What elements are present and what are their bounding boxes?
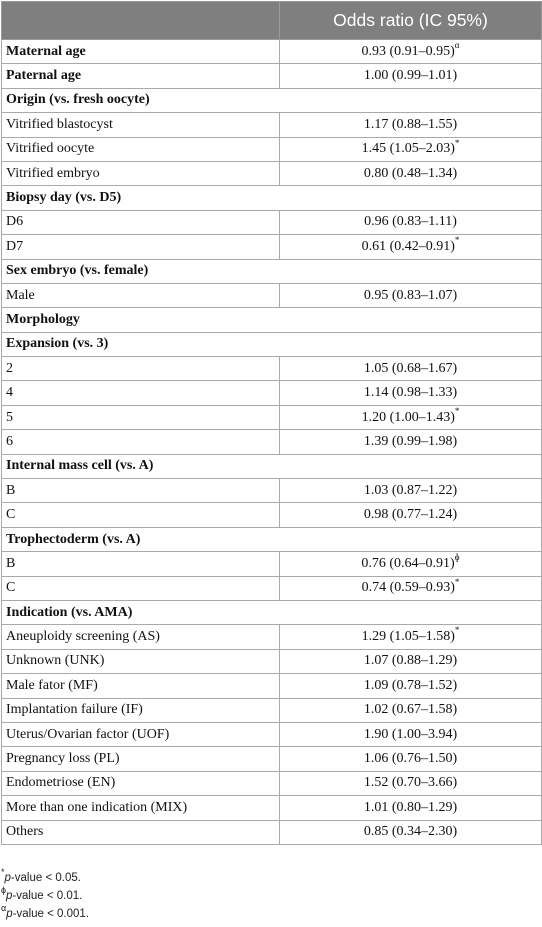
table-row (2, 113, 542, 137)
odds-ratio-value: 1.17 (0.88–1.55) (363, 116, 458, 132)
significance-mark: * (454, 137, 460, 148)
footnote-symbol: * (1, 867, 5, 878)
odds-ratio-cell (280, 722, 542, 746)
row-label: Origin (vs. fresh oocyte) (2, 88, 542, 112)
odds-ratio-value: 1.03 (0.87–1.22) (363, 482, 458, 498)
footnote-symbol: ɸ (1, 885, 6, 896)
row-label: Maternal age (2, 40, 280, 64)
odds-ratio-cell (280, 503, 542, 527)
odds-ratio-cell (280, 113, 542, 137)
odds-ratio-value: 0.95 (0.83–1.07) (363, 287, 458, 303)
table-row (2, 796, 542, 820)
odds-ratio-value: 0.98 (0.77–1.24) (363, 507, 458, 523)
table-section-row (2, 88, 542, 112)
table-row (2, 649, 542, 673)
table-row (2, 40, 542, 64)
table-row (2, 283, 542, 307)
odds-ratio-value: 0.93 (0.91–0.95) (361, 43, 455, 59)
odds-ratio-cell (280, 357, 542, 381)
footnote-text: -value < 0.001. (12, 908, 90, 920)
row-label: Trophectoderm (vs. A) (2, 527, 542, 551)
row-label: 4 (2, 381, 280, 405)
odds-ratio-value: 0.85 (0.34–2.30) (363, 824, 458, 840)
odds-ratio-cell (280, 796, 542, 820)
footnote-p: p (4, 872, 11, 884)
footnote-p: p (5, 890, 13, 902)
variable-column-header (2, 2, 280, 40)
row-label: Internal mass cell (vs. A) (2, 454, 542, 478)
row-label: D7 (2, 235, 280, 259)
table-row (2, 698, 542, 722)
footnote (1, 869, 541, 887)
row-label: C (2, 503, 280, 527)
odds-ratio-cell (280, 820, 542, 844)
odds-ratio-cell (280, 235, 542, 259)
odds-ratio-table-container (1, 1, 541, 845)
odds-ratio-value: 1.06 (0.76–1.50) (363, 751, 458, 767)
odds-ratio-value: 1.39 (0.99–1.98) (363, 433, 458, 449)
odds-ratio-cell (280, 479, 542, 503)
row-label: C (2, 576, 280, 600)
table-section-row (2, 600, 542, 624)
odds-ratio-cell (280, 552, 542, 576)
odds-ratio-value: 1.05 (0.68–1.67) (363, 360, 458, 376)
row-label: Unknown (UNK) (2, 649, 280, 673)
row-label: Biopsy day (vs. D5) (2, 186, 542, 210)
row-label: Male (2, 283, 280, 307)
odds-ratio-value: 0.80 (0.48–1.34) (363, 165, 458, 181)
odds-ratio-value: 1.90 (1.00–3.94) (363, 726, 458, 742)
row-label: Male fator (MF) (2, 674, 280, 698)
row-label: Vitrified blastocyst (2, 113, 280, 137)
odds-ratio-cell (280, 576, 542, 600)
table-body (2, 40, 542, 845)
table-row (2, 722, 542, 746)
row-label: Vitrified embryo (2, 161, 280, 185)
odds-ratio-cell (280, 137, 542, 161)
odds-ratio-value: 0.96 (0.83–1.11) (364, 214, 457, 230)
table-row (2, 405, 542, 429)
odds-ratio-cell (280, 40, 542, 64)
row-label: Others (2, 820, 280, 844)
row-label: Aneuploidy screening (AS) (2, 625, 280, 649)
odds-ratio-cell (280, 674, 542, 698)
row-label: Pregnancy loss (PL) (2, 747, 280, 771)
table-section-row (2, 186, 542, 210)
footnote-p: p (6, 908, 13, 920)
footnote (1, 887, 541, 905)
table-row (2, 210, 542, 234)
odds-ratio-cell (280, 381, 542, 405)
odds-ratio-value: 1.14 (0.98–1.33) (363, 385, 458, 401)
odds-ratio-value: 1.45 (1.05–2.03) (361, 141, 455, 157)
odds-ratio-column-header: Odds ratio (IC 95%) (280, 2, 542, 40)
row-label: 5 (2, 405, 280, 429)
table-row (2, 381, 542, 405)
row-label: B (2, 552, 280, 576)
odds-ratio-value: 0.61 (0.42–0.91) (361, 238, 455, 254)
row-label: 6 (2, 430, 280, 454)
odds-ratio-cell (280, 625, 542, 649)
table-row (2, 771, 542, 795)
table-section-row (2, 527, 542, 551)
odds-ratio-value: 1.29 (1.05–1.58) (361, 629, 455, 645)
table-header-row (2, 2, 542, 40)
footnote-text: -value < 0.01. (12, 890, 83, 902)
odds-ratio-value: 1.52 (0.70–3.66) (363, 775, 458, 791)
footnote-text: -value < 0.05. (10, 872, 81, 884)
table-row (2, 625, 542, 649)
footnotes (1, 869, 541, 923)
odds-ratio-cell (280, 747, 542, 771)
table-row (2, 503, 542, 527)
significance-mark: α (454, 40, 460, 51)
row-label: Expansion (vs. 3) (2, 332, 542, 356)
footnote (1, 905, 541, 923)
table-section-row (2, 454, 542, 478)
odds-ratio-cell (280, 64, 542, 88)
table-row (2, 576, 542, 600)
row-label: More than one indication (MIX) (2, 796, 280, 820)
odds-ratio-value: 1.07 (0.88–1.29) (363, 653, 458, 669)
row-label: Paternal age (2, 64, 280, 88)
odds-ratio-value: 0.74 (0.59–0.93) (361, 580, 455, 596)
table-section-row (2, 308, 542, 332)
table-row (2, 820, 542, 844)
significance-mark: ɸ (454, 552, 460, 563)
table-row (2, 430, 542, 454)
row-label: Vitrified oocyte (2, 137, 280, 161)
table-row (2, 357, 542, 381)
table-section-row (2, 332, 542, 356)
row-label: D6 (2, 210, 280, 234)
odds-ratio-value: 0.76 (0.64–0.91) (361, 555, 455, 571)
odds-ratio-table (1, 1, 542, 845)
row-label: Morphology (2, 308, 542, 332)
odds-ratio-value: 1.20 (1.00–1.43) (361, 409, 455, 425)
row-label: Sex embryo (vs. female) (2, 259, 542, 283)
table-row (2, 674, 542, 698)
odds-ratio-cell (280, 649, 542, 673)
odds-ratio-value: 1.00 (0.99–1.01) (363, 68, 458, 84)
table-row (2, 161, 542, 185)
significance-mark: * (454, 405, 460, 416)
odds-ratio-cell (280, 698, 542, 722)
odds-ratio-cell (280, 210, 542, 234)
row-label: Uterus/Ovarian factor (UOF) (2, 722, 280, 746)
row-label: Implantation failure (IF) (2, 698, 280, 722)
table-row (2, 137, 542, 161)
row-label: Endometriose (EN) (2, 771, 280, 795)
row-label: B (2, 479, 280, 503)
significance-mark: * (454, 625, 460, 636)
table-section-row (2, 259, 542, 283)
table-row (2, 479, 542, 503)
odds-ratio-value: 1.02 (0.67–1.58) (363, 702, 458, 718)
significance-mark: * (454, 235, 460, 246)
table-row (2, 64, 542, 88)
odds-ratio-cell (280, 161, 542, 185)
row-label: 2 (2, 357, 280, 381)
odds-ratio-value: 1.09 (0.78–1.52) (363, 677, 458, 693)
odds-ratio-cell (280, 283, 542, 307)
table-row (2, 235, 542, 259)
footnote-symbol: α (1, 903, 7, 914)
table-row (2, 747, 542, 771)
odds-ratio-cell (280, 771, 542, 795)
odds-ratio-value: 1.01 (0.80–1.29) (363, 799, 458, 815)
row-label: Indication (vs. AMA) (2, 600, 542, 624)
significance-mark: * (454, 576, 460, 587)
table-row (2, 552, 542, 576)
odds-ratio-cell (280, 430, 542, 454)
odds-ratio-cell (280, 405, 542, 429)
